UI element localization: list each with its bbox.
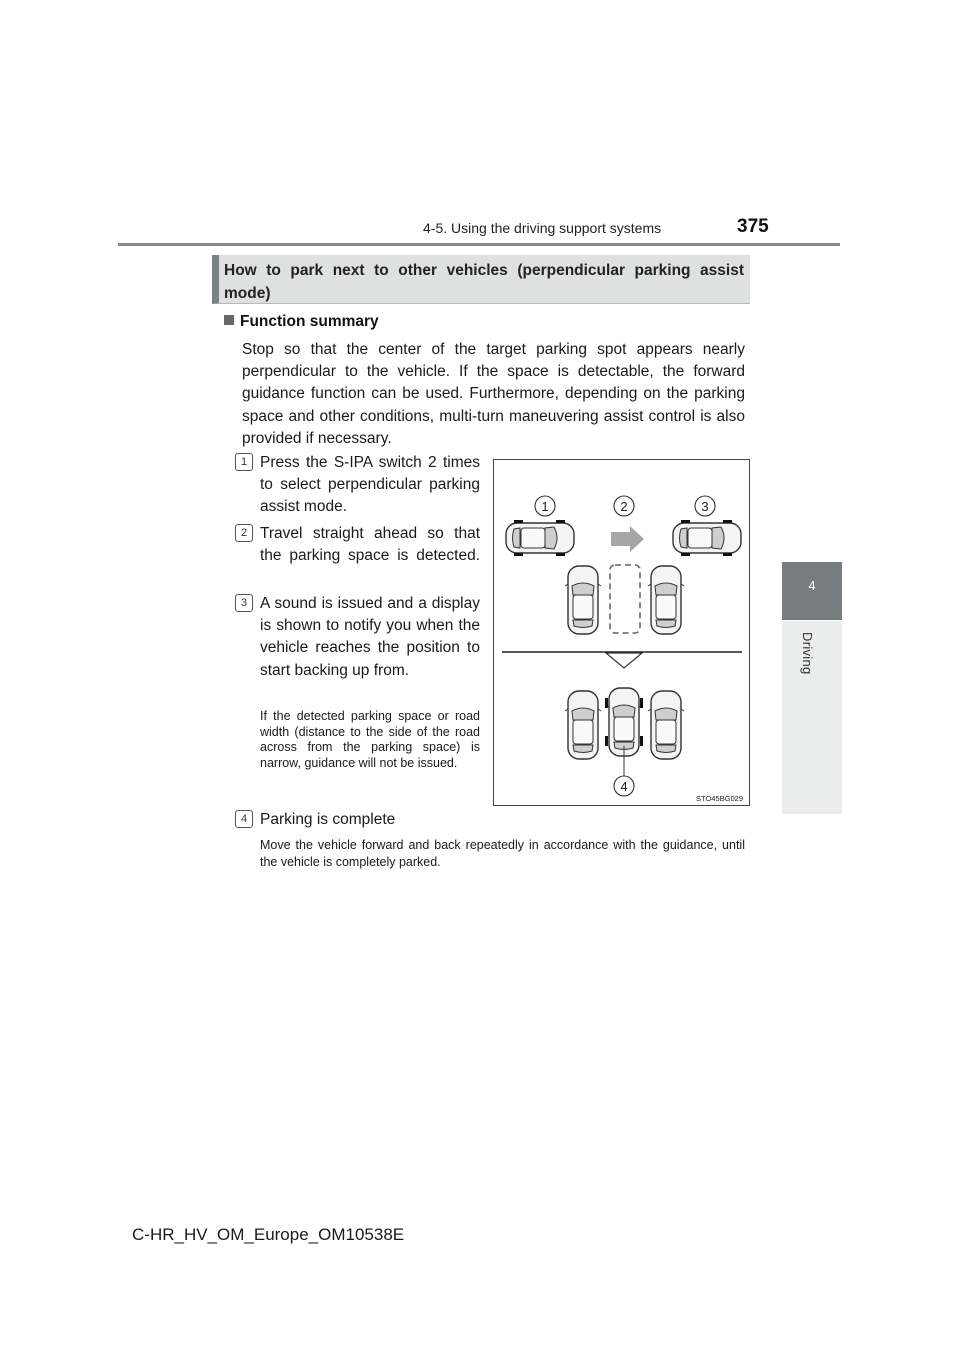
square-bullet-icon bbox=[224, 315, 234, 325]
empty-parking-space bbox=[610, 565, 640, 633]
callout-1 bbox=[535, 496, 555, 516]
parking-illustration bbox=[493, 459, 750, 806]
svg-text:3: 3 bbox=[701, 499, 709, 514]
step-4-note: Move the vehicle forward and back repeatedly in accordance with the guidance, until the vehicle is completely parked. bbox=[260, 838, 745, 869]
step-number-3: 3 bbox=[235, 594, 253, 612]
vehicle-start bbox=[506, 520, 574, 556]
svg-text:4: 4 bbox=[620, 779, 628, 794]
svg-text:1: 1 bbox=[541, 499, 549, 514]
svg-text:2: 2 bbox=[620, 499, 628, 514]
document-code: C-HR_HV_OM_Europe_OM10538E bbox=[132, 1225, 405, 1244]
section-title: 4-5. Using the driving support systems bbox=[423, 220, 662, 236]
subsection-title-text: Function summary bbox=[240, 313, 379, 330]
callout-4 bbox=[614, 776, 634, 796]
step-2-text: Travel straight ahead so that the parking space is detected. bbox=[260, 525, 480, 565]
parking-diagram bbox=[494, 460, 749, 805]
figure-code: STO45BG029 bbox=[696, 794, 743, 803]
step-4-text: Parking is complete bbox=[260, 811, 396, 828]
parked-vehicle-left bbox=[565, 566, 601, 634]
heading-title: How to park next to other vehicles (perpendicular parking assist mode) bbox=[224, 262, 744, 302]
parked-vehicle-right-after bbox=[648, 691, 684, 759]
step-3-note: If the detected parking space or road width (distance to the side of the road across from the parking space) is narrow, guidance will not be issued. bbox=[260, 709, 480, 770]
step-1-text: Press the S-IPA switch 2 times to select perpendicular parking assist mode. bbox=[260, 454, 480, 516]
parked-vehicle-right bbox=[648, 566, 684, 634]
subsection-body: Stop so that the center of the target parking spot appears nearly perpendicular to the vehicle. If the space is detectable, the forward guidance function can be used. Furthermore, depending on the parking space and other conditions, multi-turn maneuvering assist control is also provided if necessary. bbox=[242, 341, 745, 447]
step-number-4: 4 bbox=[235, 810, 253, 828]
down-arrow-icon bbox=[606, 653, 642, 668]
page-number: 375 bbox=[737, 216, 769, 237]
step-number-2: 2 bbox=[235, 524, 253, 542]
vehicle-parked bbox=[606, 688, 642, 756]
callout-3 bbox=[695, 496, 715, 516]
header-divider bbox=[118, 243, 840, 246]
step-number-1: 1 bbox=[235, 453, 253, 471]
vehicle-passing-space bbox=[673, 520, 741, 556]
subsection-title bbox=[224, 313, 379, 331]
parked-vehicle-left-after bbox=[565, 691, 601, 759]
chapter-label: Driving bbox=[800, 632, 815, 675]
travel-direction-arrow bbox=[611, 526, 644, 552]
chapter-number: 4 bbox=[808, 578, 816, 593]
step-3-text: A sound is issued and a display is shown to notify you when the vehicle reaches the position to start backing up from. bbox=[260, 595, 480, 679]
callout-2 bbox=[614, 496, 634, 516]
